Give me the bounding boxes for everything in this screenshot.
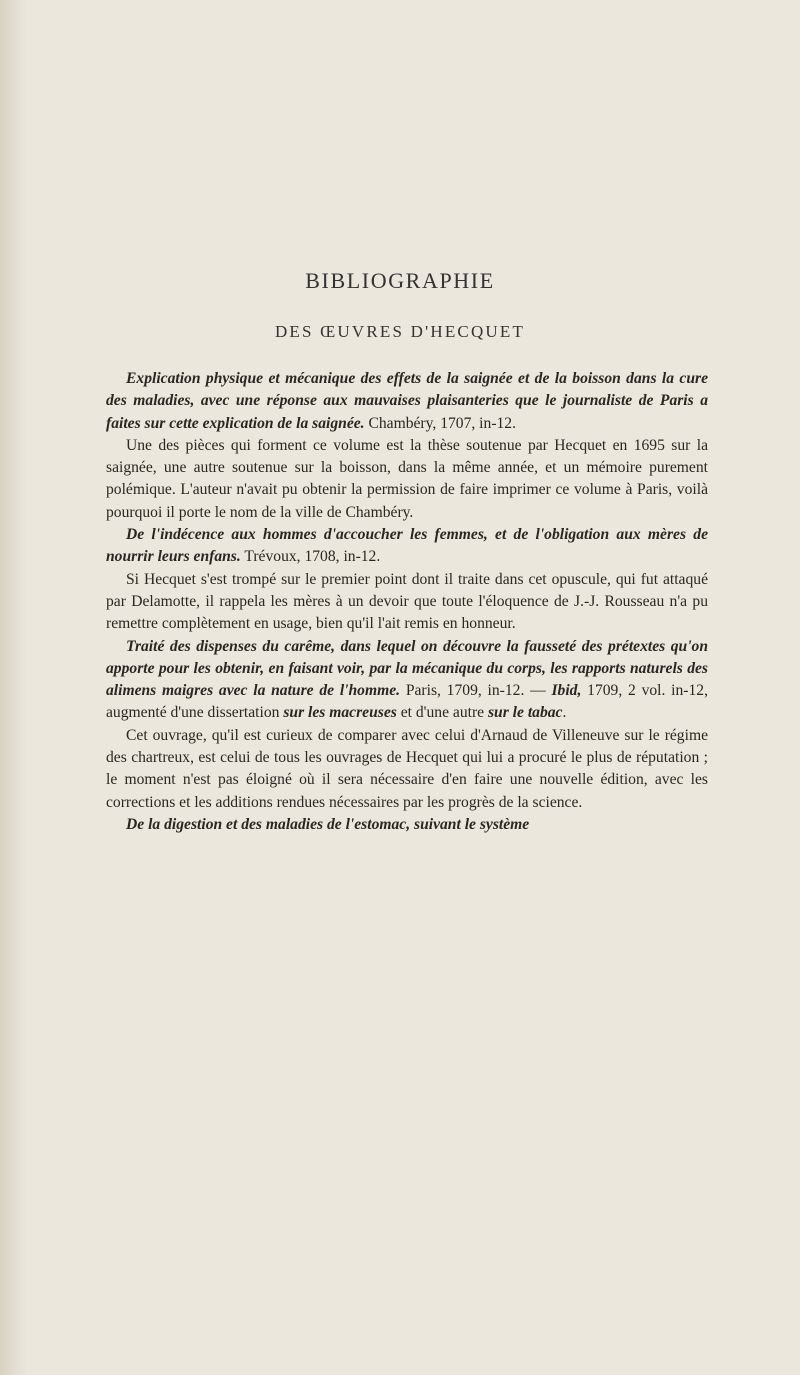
- work-title: Explication physique et mécanique des effets de la saignée et de la boisson dans la cure des maladies, avec une réponse aux mauvaises plaisanteries que le journaliste de Paris a faites sur cette explication de la saignée.: [106, 370, 708, 432]
- work-title: Traité des dispenses du carême, dans lequel on découvre la fausseté des prétextes qu'on apporte pour les obtenir, en faisant voir, par la mécanique du corps, les rapports naturels des alimens maigres avec la nature de l'homme.: [106, 637, 708, 700]
- work-title: De l'indécence aux hommes d'accoucher les femmes, et de l'obligation aux mères de nourrir leurs enfans.: [106, 526, 708, 566]
- dissertation-title: sur le tabac: [487, 704, 563, 722]
- bibliography-body: [106, 368, 708, 836]
- page-subheading: DES ŒUVRES D'HECQUET: [274, 322, 526, 341]
- work-imprint-end: .: [562, 704, 567, 722]
- dissertation-title: sur les macreuses: [283, 704, 397, 722]
- bibliography-entry: [106, 368, 708, 435]
- work-imprint: Chambéry, 1707, in-12.: [364, 414, 516, 432]
- ibid-reference: Ibid,: [551, 682, 582, 700]
- bibliography-entry: [106, 814, 708, 836]
- entry-note: Cet ouvrage, qu'il est curieux de comparer avec celui d'Arnaud de Villeneuve sur le régime des chartreux, est celui de tous les ouvrages de Hecquet qui lui a procuré le plus de réputation ; le moment n'est pas éloigné où il sera nécessaire d'en faire une nouvelle édition, avec les corrections et les additions rendues nécessaires par les progrès de la science.: [106, 726, 708, 811]
- work-imprint-continued: et d'une autre: [396, 704, 488, 722]
- entry-note: Une des pièces qui forment ce volume est la thèse soutenue par Hecquet en 1695 sur la saignée, une autre soutenue sur la boisson, dans la même année, et un mémoire purement polémique. L'auteur n'avait pu obtenir la permission de faire imprimer ce volume à Paris, voilà pourquoi il porte le nom de la ville de Chambéry.: [106, 436, 708, 521]
- work-imprint-continued: 1709, 2 vol. in-12, augmenté d'une dissertation: [106, 682, 708, 722]
- bibliography-entry: [106, 524, 708, 569]
- page-heading: BIBLIOGRAPHIE: [305, 268, 495, 293]
- work-title: De la digestion et des maladies de l'estomac, suivant le système: [126, 815, 530, 833]
- entry-note: Si Hecquet s'est trompé sur le premier point dont il traite dans cet opuscule, qui fut attaqué par Delamotte, il rappela les mères à un devoir que toute l'éloquence de J.-J. Rousseau n'a pu remettre complètement en usage, bien qu'il l'ait remis en honneur.: [106, 570, 708, 633]
- work-imprint: Paris, 1709, in-12. —: [400, 682, 552, 700]
- bibliography-entry: [106, 636, 708, 725]
- work-imprint: Trévoux, 1708, in-12.: [240, 548, 381, 566]
